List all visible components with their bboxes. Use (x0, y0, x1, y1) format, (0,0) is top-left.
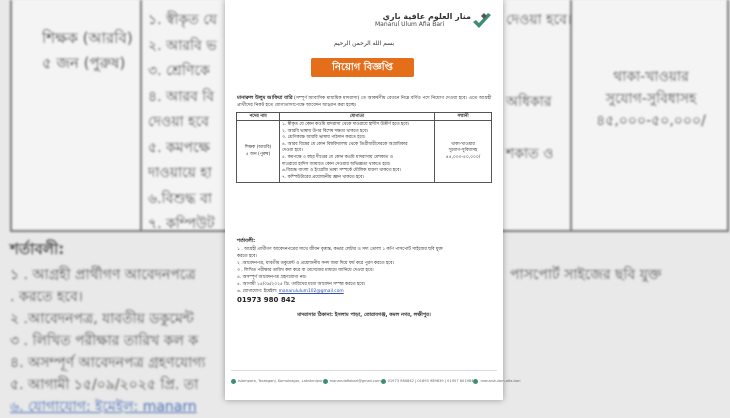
paper-footer (231, 370, 521, 391)
bg-right-partial: শকাত ও (506, 146, 554, 162)
benefits-cell: থাকা-খাওয়ার সুযোগ-সুবিধাসহ ৪৫,০০০-৫০,০০০/ (435, 121, 492, 183)
location-icon (231, 379, 236, 384)
post-cell: শিক্ষক (আরবি) ৫ জন (পুরুষ) (237, 121, 280, 183)
bg-divider (140, 0, 142, 230)
footer-item: manarulularn.afia.bari (473, 379, 520, 384)
phone-number: 01973 980 842 (237, 296, 296, 304)
bg-right-partial: অধিকার (506, 94, 552, 110)
bg-terms: শর্তাবলী: ১ . আগ্রহী প্রার্থীগণ আবেদনপত্রে . করতে হবে। ২ .আবেদনপত্র, যাবতীয় ডকুমেন্ট ৩ . লিখিত পরীক্ষার তারিখ কল ক ৪. অসম্পূর্ণ আবেদনপত্র গ্রহণযোগ্য ৫. আগামী ১৫/০৯/২০২৫ প্রি. তা ৬. যোগাযোগ: ইমেইল: manarn (10, 240, 206, 415)
intro-text: মানারুল উলুম আফিয়া বারি (সম্পূর্ণ আবাসিক মাধ্যমিক মাদরাসা) তে আকর্ষণীয় বেতনে নিম্নে বর্ণিত পদে নিয়োগ দেওয়া হবে। এতে আগ্রহী প্রার্থীদের নিকট হতে যোগ্যতাসাপেক্ষে আবেদন আহ্বান করা হচ্ছে। (237, 95, 492, 108)
madrasa-address: মাদরাসার ঠিকানা: ইসলাম পাড়া, তোরাবগঞ্জ, কমল নগর, লক্ষীপুর। (297, 312, 431, 318)
notice-title: নিয়োগ বিজ্ঞপ্তি (311, 58, 414, 77)
phone-icon (381, 379, 386, 384)
email-icon (323, 379, 328, 384)
facebook-icon (473, 379, 478, 384)
qualification-cell: ১. স্বীকৃত যে কোন কওমি মাদরাসা থেকে দাওরায়ে হাদীস উত্তীর্ণ হতে হবে। ২. আরবি ভাষায় উপর বিশেষ দক্ষতা থাকতে হবে। ৩. শ্রেণিকক্ষে আরবি ভাষায় পাঠদান করতে হবে। ৪. আরব বিশ্বের যে কোন বিশ্ববিদ্যালয় থেকে ডিগ্রীধারীদেরকে অগ্রাধিকার দেওয়া হবে। ৫. কমপক্ষে ৩ বছর দীপ্তের যে কোন কওমি মাদরাসায় মেশকাত ও দাওরায়ে হাদিস জামাতে কোন দেওয়ার অভিজ্ঞতা থাকতে হবে। ৬.বিশুদ্ধ বাংলা ও ইংরেজি ভাষা সম্পর্কে মৌলিক ধারণা থাকতে হবে। ৭. কম্পিউটারের প্রয়োজনীয় জ্ঞান থাকতে হবে। (280, 121, 435, 183)
bismillah: بسم الله الرحمن الرحيم (333, 40, 395, 47)
notice-paper (225, 0, 521, 400)
footer-item: 01973 980842 | 01893 989639 | 01907 601984 (381, 379, 474, 384)
footer-item: manarulafiabari@gmail.com (323, 379, 381, 384)
bg-right-partial: দেওয়া হবে। (506, 12, 572, 28)
footer-item: Islampara, Torabganj, Komolnagar, Lakshmipur (231, 379, 323, 384)
logo-mark-icon (472, 12, 492, 30)
jobs-table (236, 112, 492, 183)
email-link[interactable]: manarululum102@gmail.com (278, 289, 344, 294)
bg-qual-partial: ১. স্বীকৃত যে ২. আরবি ভ ৩. শ্রেণিকে ৪. আরব বি দেওয়া হবে ৫. কমপক্ষে দাওয়ায়ে হা ৬.বিশুদ্ধ বা ৭. কম্পিউট (148, 12, 218, 232)
table-header-row: পদের নাম যোগ্যতা সম্মানী (237, 113, 492, 121)
contact-line: ৬. যোগাযোগ: ইমেইল: manarululum102@gmail.com (237, 289, 344, 294)
logo: منار العلوم عافية باري Manarul Ulum Afia Bari (375, 12, 495, 32)
table-row (237, 121, 492, 183)
bg-benefits-cell: থাকা-খাওয়ার সুযোগ-সুবিধাসহ ৪৫,০০০-৫০,০০০/ (596, 69, 706, 129)
bg-post-cell: শিক্ষক (আরবি) ৫ জন (পুরুষ) (42, 29, 133, 72)
bg-divider (570, 0, 572, 230)
terms-section: শর্তাবলী: ১ . আগ্রহী প্রার্থীগণ আবেদনপত্রের সাথে জীবন বৃত্তান্ত, কভার লেটার ও সদ্য তোলা ১ কপি পাসপোর্ট সাইজের ছবি যুক্ত করতে হবে। ২ .আবেদনপত্র, যাবতীয় ডকুমেন্ট ও প্রয়োজনীয় সনদ জমা দিয়ে ফর্ম করে পুরণ করতে হবে। ৩ . লিখিত পরীক্ষার তারিখ কল করে বা মেসেজের মাধ্যমে জানিয়ে দেওয়া হবে। ৪. অসম্পূর্ণ আবেদনপত্র গ্রহণযোগ্য নয়। ৫. আগামী ১৫/০৯/২০২৫ খ্রি. তারিখের মধ্যে আবেদন সম্পন্ন করতে হবে। ৬. যোগাযোগ: ইমেইল: manarululum102@gmail.com 01973 980 842 (237, 238, 495, 305)
bg-terms-right: পাসপোর্ট সাইজের ছবি যুক্ত (510, 267, 662, 283)
